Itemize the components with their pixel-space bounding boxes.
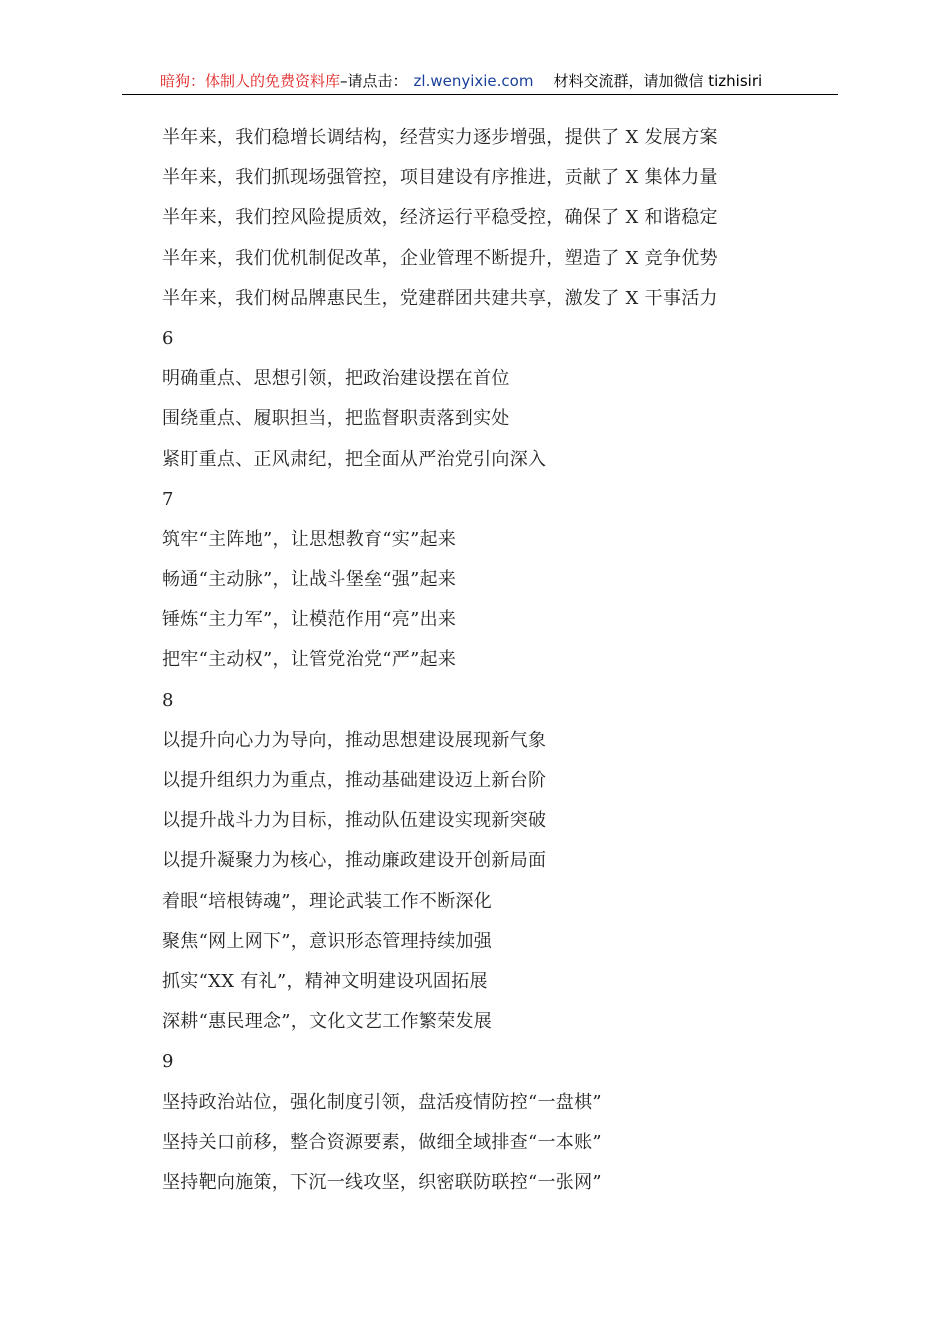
text-line: 坚持关口前移，整合资源要素，做细全域排查“一本账”: [162, 1131, 602, 1153]
section-number: 8: [162, 689, 174, 711]
text-line: 以提升向心力为导向，推动思想建设展现新气象: [162, 729, 547, 751]
text-line: 半年来，我们优机制促改革，企业管理不断提升，塑造了 X 竞争优势: [162, 247, 718, 269]
text-line: 以提升战斗力为目标，推动队伍建设实现新突破: [162, 810, 547, 832]
text-line: 把牢“主动权”，让管党治党“严”起来: [162, 649, 457, 671]
text-line: 以提升组织力为重点，推动基础建设迈上新台阶: [162, 770, 547, 791]
text-line: 半年来，我们树品牌惠民生，党建群团共建共享，激发了 X 干事活力: [162, 287, 718, 309]
header-click-prompt: –请点击：: [340, 72, 408, 90]
text-line: 半年来，我们抓现场强管控，项目建设有序推进，贡献了 X 集体力量: [162, 167, 718, 189]
document-body: [162, 118, 862, 1203]
text-line: 坚持政治站位，强化制度引领，盘活疫情防控“一盘棋”: [162, 1091, 602, 1113]
section-number: 6: [162, 327, 174, 349]
section-number: 9: [162, 1051, 174, 1073]
header-site-name: 暗狗：体制人的免费资料库: [160, 72, 341, 90]
page-header: [122, 68, 838, 95]
text-line: 紧盯重点、正风肃纪，把全面从严治党引向深入: [162, 448, 547, 470]
text-line: 着眼“培根铸魂”，理论武装工作不断深化: [162, 890, 493, 912]
text-line: 深耕“惠民理念”，文化文艺工作繁荣发展: [162, 1011, 493, 1033]
text-line: 锤炼“主力军”，让模范作用“亮”出来: [162, 609, 457, 631]
text-line: 畅通“主动脉”，让战斗堡垒“强”起来: [162, 569, 457, 591]
text-line: 围绕重点、履职担当，把监督职责落到实处: [162, 408, 510, 430]
text-line: 以提升凝聚力为核心，推动廉政建设开创新局面: [162, 850, 547, 872]
text-line: 聚焦“网上网下”，意识形态管理持续加强: [162, 930, 493, 952]
header-wechat-note: 材料交流群，请加微信 tizhisiri: [553, 72, 763, 90]
text-line: 半年来，我们稳增长调结构，经营实力逐步增强，提供了 X 发展方案: [162, 127, 718, 148]
text-line: 明确重点、思想引领，把政治建设摆在首位: [162, 368, 510, 390]
text-line: 抓实“XX 有礼”，精神文明建设巩固拓展: [162, 970, 488, 992]
section-number: 7: [162, 488, 174, 510]
text-line: 半年来，我们控风险提质效，经济运行平稳受控，确保了 X 和谐稳定: [162, 207, 718, 229]
text-line: 坚持靶向施策，下沉一线攻坚，织密联防联控“一张网”: [162, 1171, 602, 1193]
header-url-link[interactable]: zl.wenyixie.com: [413, 72, 534, 90]
text-line: 筑牢“主阵地”，让思想教育“实”起来: [162, 528, 457, 550]
